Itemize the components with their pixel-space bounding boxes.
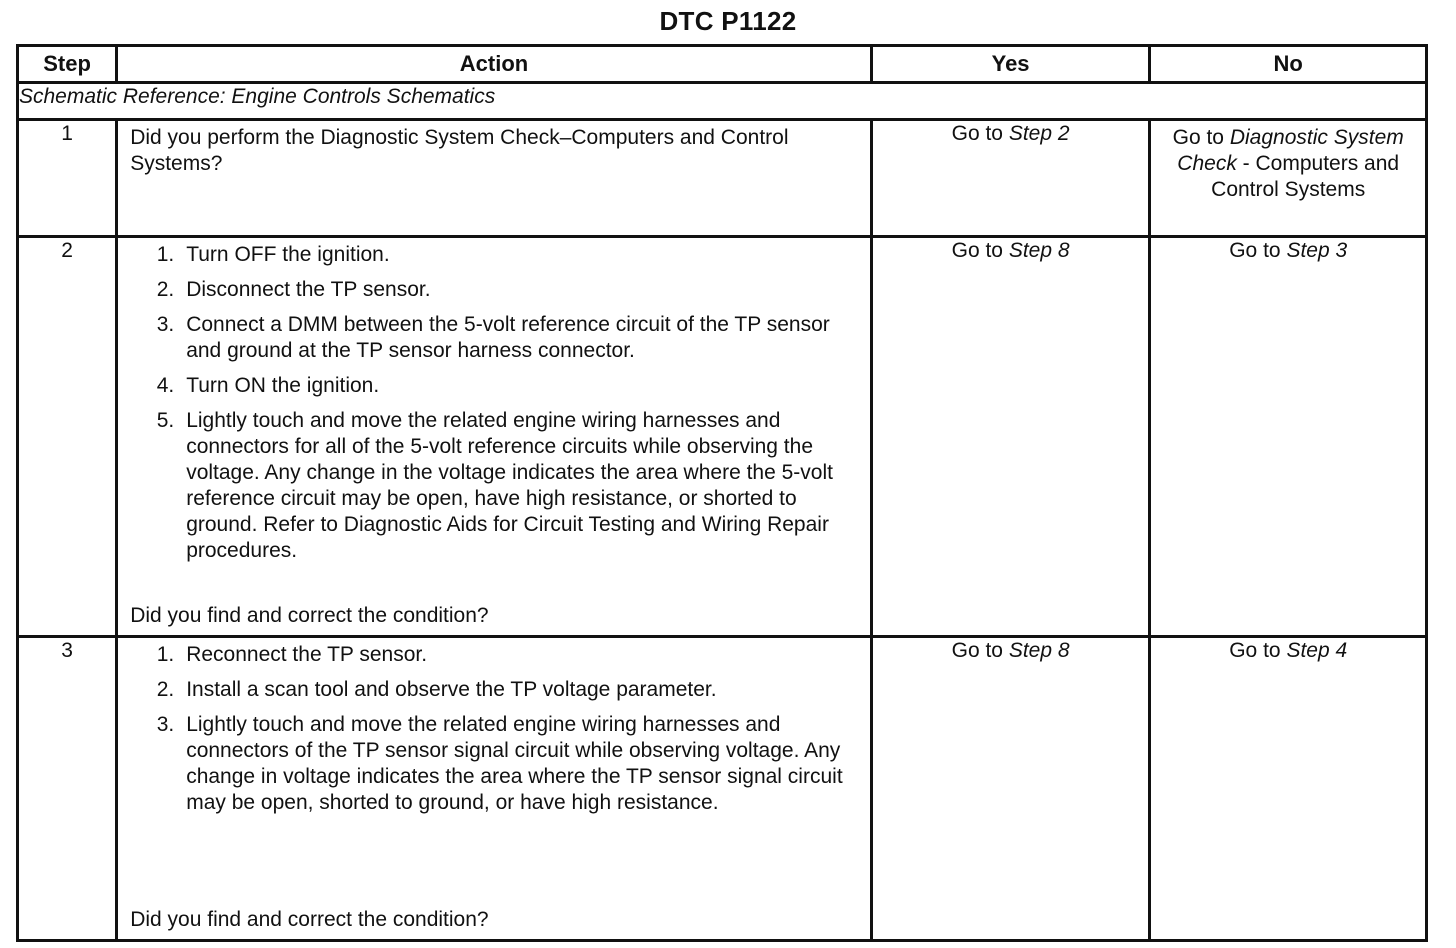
yes-target-link[interactable]: Step 8 [1008, 239, 1070, 262]
no-prefix: Go to [1229, 239, 1281, 262]
list-item: 2. Disconnect the TP sensor. [156, 278, 431, 301]
table-row [18, 637, 1427, 941]
no-cell [1150, 237, 1427, 637]
header-action: Action [117, 46, 872, 83]
diagnostic-table [16, 44, 1428, 942]
header-yes: Yes [871, 46, 1150, 83]
schematic-reference-row [18, 83, 1427, 120]
action-cell [117, 237, 872, 637]
list-item: 5. Lightly touch and move the related engine wiring harnesses and connectors for all of the 5-volt reference circuits while observing the voltage. Any change in the voltage indicates the area where the 5-volt reference circuit may be open, have high resistance, or shorted to ground. Refer to Diagnostic Aids for Circuit Testing and Wiring Repair procedures. [156, 409, 833, 562]
no-prefix: Go to [1229, 639, 1281, 662]
yes-cell [871, 120, 1150, 237]
list-item: 3. Lightly touch and move the related engine wiring harnesses and connectors of the TP sensor signal circuit while observing voltage. Any change in voltage indicates the area where the TP sensor signal circuit may be open, shorted to ground, or have high resistance. [156, 713, 843, 814]
no-target-link[interactable]: Diagnostic System Check [1177, 126, 1404, 175]
list-item: 3. Connect a DMM between the 5-volt reference circuit of the TP sensor and ground at the TP sensor harness connector. [156, 313, 830, 362]
action-cell [117, 637, 872, 941]
list-item: 1. Turn OFF the ignition. [156, 243, 390, 266]
yes-prefix: Go to [951, 122, 1003, 145]
no-target-link[interactable]: Step 4 [1286, 639, 1348, 662]
yes-cell [871, 237, 1150, 637]
yes-cell [871, 637, 1150, 941]
yes-prefix: Go to [951, 639, 1003, 662]
no-suffix: - Computers and Control Systems [1211, 152, 1400, 201]
list-item: 2. Install a scan tool and observe the TP voltage parameter. [156, 678, 717, 701]
step-number: 3 [18, 637, 117, 941]
header-no: No [1150, 46, 1427, 83]
no-cell [1150, 120, 1427, 237]
yes-target-link[interactable]: Step 8 [1008, 639, 1070, 662]
step-number: 1 [18, 120, 117, 237]
list-item: 4. Turn ON the ignition. [156, 374, 380, 397]
action-steps [130, 242, 850, 564]
action-question: Did you find and correct the condition? [130, 908, 489, 931]
header-row [18, 46, 1427, 83]
action-question: Did you find and correct the condition? [130, 604, 489, 627]
header-step: Step [18, 46, 117, 83]
action-cell [117, 120, 872, 237]
table-row [18, 120, 1427, 237]
table-row [18, 237, 1427, 637]
yes-prefix: Go to [951, 239, 1003, 262]
schematic-reference: Schematic Reference: Engine Controls Schematics [18, 83, 1427, 120]
no-target-link[interactable]: Step 3 [1286, 239, 1348, 262]
page-title: DTC P1122 [659, 6, 797, 36]
step-number: 2 [18, 237, 117, 637]
action-steps [130, 642, 850, 816]
action-question: Did you perform the Diagnostic System Check–Computers and Control Systems? [130, 126, 789, 175]
no-cell [1150, 637, 1427, 941]
no-prefix: Go to [1172, 126, 1224, 149]
list-item: 1. Reconnect the TP sensor. [156, 643, 428, 666]
yes-target-link[interactable]: Step 2 [1008, 122, 1070, 145]
